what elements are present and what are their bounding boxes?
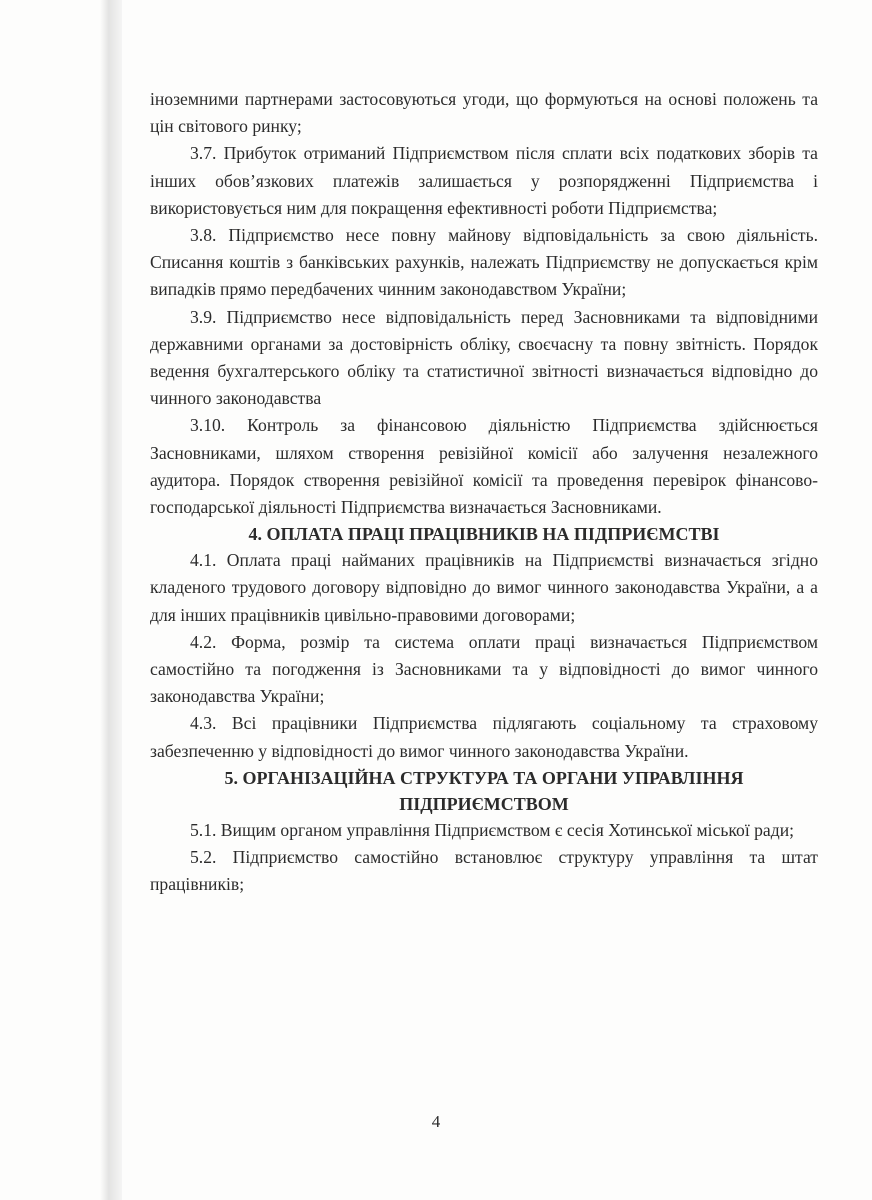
paragraph-3-9: 3.9. Підприємство несе відповідальність перед Засновниками та відповідними державними органами за достовірність обліку, своєчасну та повну звітність. Порядок ведення бухгалтерського обліку та статистичної звітності визначається відповідно до чинного законодавства — [150, 306, 818, 409]
paragraph-5-2: 5.2. Підприємство самостійно встановлює структуру управління та штат працівників; — [150, 847, 818, 895]
scan-binding-shadow — [100, 0, 122, 1200]
paragraph-4-2: 4.2. Форма, розмір та система оплати праці визначається Підприємством самостійно та погодження із Засновниками та у відповідності до вимог чинного законодавства України; — [150, 631, 818, 707]
paragraph-4-1: 4.1. Оплата праці найманих працівників на Підприємстві визначається згідно кладеного трудового договору відповідно до вимог чинного законодавства України, а а для інших працівників цивільно-правовими договорами; — [150, 550, 818, 625]
section-4-heading: 4. ОПЛАТА ПРАЦІ ПРАЦІВНИКІВ НА ПІДПРИЄМСТВІ — [248, 524, 720, 545]
paragraph-continuation: іноземними партнерами застосовуються угоди, що формуються на основі положень та цін світового ринку; — [150, 89, 818, 137]
document-body — [150, 86, 818, 898]
page-number: 4 — [431, 1112, 441, 1131]
paragraph-3-7: 3.7. Прибуток отриманий Підприємством після сплати всіх податкових зборів та інших обов’язкових платежів залишається у розпорядженні Підприємства і використовується ним для покращення ефективності роботи Підприємства; — [150, 143, 818, 218]
section-5-heading-line2: ПІДПРИЄМСТВОМ — [399, 793, 569, 814]
paragraph-5-1: 5.1. Вищим органом управління Підприємством є сесія Хотинської міської ради; — [190, 819, 794, 840]
paragraph-3-10: 3.10. Контроль за фінансовою діяльністю Підприємства здійснюється Засновниками, шляхом створення ревізійної комісії або залучення незалежного аудитора. Порядок створення ревізійної комісії та проведення перевірок фінансово-господарської діяльності Підприємства визначається Засновниками. — [150, 415, 818, 518]
section-5-heading — [150, 765, 818, 817]
paragraph-4-3: 4.3. Всі працівники Підприємства підлягають соціальному та страховому забезпеченню у відповідності до вимог чинного законодавства України. — [150, 713, 818, 761]
section-5-heading-line1: 5. ОРГАНІЗАЦІЙНА СТРУКТУРА ТА ОРГАНИ УПРАВЛІННЯ — [224, 767, 744, 788]
paragraph-3-8: 3.8. Підприємство несе повну майнову відповідальність за свою діяльність. Списання коштів з банківських рахунків, належать Підприємству не допускається крім випадків прямо передбачених чинним законодавством України; — [150, 225, 818, 300]
